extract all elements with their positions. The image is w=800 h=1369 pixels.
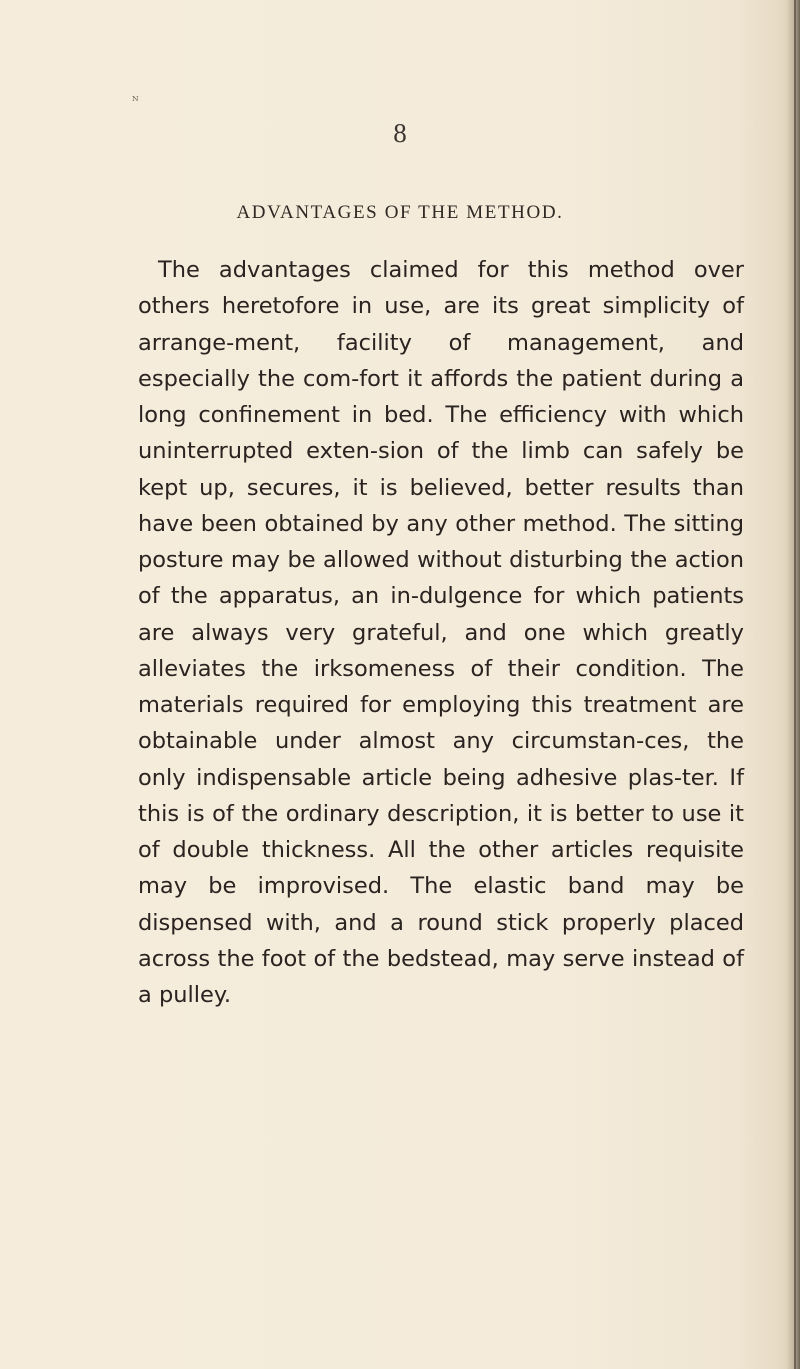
- stray-mark: ᴺ: [132, 94, 139, 108]
- body-paragraph: The advantages claimed for this method over others heretofore in use, are its great simplicity of arrange-ment, facility of management, and especially the com-fort it affords the patient during a long confinement in bed. The efficiency with which uninterrupted exten-sion of the limb can safely be kept up, secures, it is believed, better results than have been obtained by any other method. The sitting posture may be allowed without disturbing the action of the apparatus, an in-dulgence for which patients are always very grateful, and one which greatly alleviates the irksomeness of their condition. The materials required for employing this treatment are obtainable under almost any circumstan-ces, the only indispensable article being adhesive plas-ter. If this is of the ordinary description, it is better to use it of double thickness. All the other articles requisite may be improvised. The elastic band may be dispensed with, and a round stick properly placed across the foot of the bedstead, may serve instead of a pulley.: [138, 257, 744, 1008]
- page-edge-line: [794, 0, 796, 1369]
- page-edge-shadow: [786, 0, 800, 1369]
- page-number: 8: [393, 118, 407, 148]
- section-heading: ADVANTAGES OF THE METHOD.: [236, 202, 564, 223]
